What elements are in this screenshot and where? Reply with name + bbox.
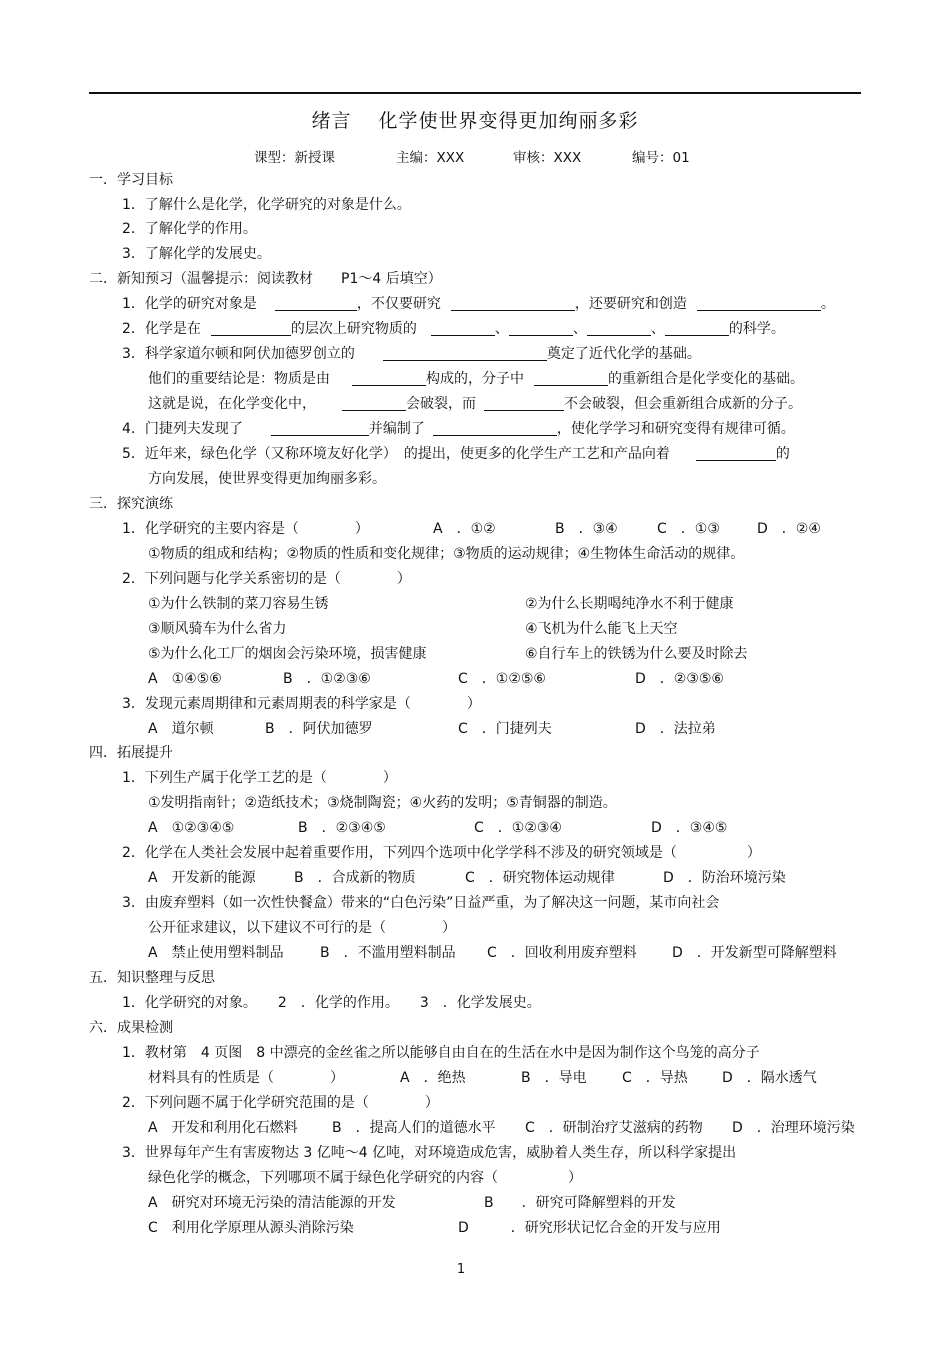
fill-question: 1．化学的研究对象是 ，不仅要研究 ，还要研究和创造 。 xyxy=(122,296,835,312)
meta-type: 课型：新授课 xyxy=(254,150,335,166)
meta-reviewer: 审核：XXX xyxy=(513,150,582,166)
question-text: 3．世界每年产生有害废物达 3 亿吨～4 亿吨，对环境造成危害，威胁着人类生存，所以科学家提出 xyxy=(122,1145,737,1161)
section-heading: 二．新知预习（温馨提示：阅读教材 P1～4 后填空） xyxy=(89,271,442,287)
objective-item: 1．了解什么是化学，化学研究的对象是什么。 xyxy=(122,197,411,213)
option-c[interactable]: C ．研制治疗艾滋病的药物 xyxy=(525,1120,703,1136)
question-text: 2．下列问题与化学关系密切的是（ ） xyxy=(122,571,411,587)
statement-item: ⑥自行车上的铁锈为什么要及时除去 xyxy=(525,646,748,662)
question-continuation: 公开征求建议，以下建议不可行的是（ ） xyxy=(148,920,456,936)
answer-blank[interactable] xyxy=(509,321,573,336)
statement-item: ④飞机为什么能飞上天空 xyxy=(525,621,678,637)
section-heading: 五．知识整理与反思 xyxy=(89,970,215,986)
option-b[interactable]: B ．不滥用塑料制品 xyxy=(320,945,456,961)
answer-blank[interactable] xyxy=(275,296,357,311)
question-continuation: 绿色化学的概念，下列哪项不属于绿色化学研究的内容（ ） xyxy=(148,1170,582,1186)
option-a[interactable]: A 开发新的能源 xyxy=(148,870,256,886)
option-a[interactable]: A 开发和利用化石燃料 xyxy=(148,1120,298,1136)
answer-blank[interactable] xyxy=(484,396,564,411)
option-d[interactable]: D ．研究形状记忆合金的开发与应用 xyxy=(458,1220,721,1236)
answer-blank[interactable] xyxy=(665,321,729,336)
meta-editor: 主编：XXX xyxy=(396,150,465,166)
answer-blank[interactable] xyxy=(271,421,369,436)
option-c[interactable]: C ．①②③④ xyxy=(474,820,562,836)
option-c[interactable]: C ．门捷列夫 xyxy=(458,721,552,737)
question-continuation: 材料具有的性质是（ ） xyxy=(148,1070,344,1086)
option-a[interactable]: A 禁止使用塑料制品 xyxy=(148,945,284,961)
objective-item: 3．了解化学的发展史。 xyxy=(122,246,271,262)
summary-line: 1．化学研究的对象。 2 ．化学的作用。 3 ．化学发展史。 xyxy=(122,995,541,1011)
question-text: 1．下列生产属于化学工艺的是（ ） xyxy=(122,770,397,786)
section-heading: 四．拓展提升 xyxy=(89,745,173,761)
option-d[interactable]: D ．②③⑤⑥ xyxy=(635,671,724,687)
fill-question: 他们的重要结论是：物质是由 构成的，分子中 的重新组合是化学变化的基础。 xyxy=(148,371,804,387)
answer-blank[interactable] xyxy=(383,346,547,361)
question-note: ①发明指南针；②造纸技术；③烧制陶瓷；④火药的发明；⑤青铜器的制造。 xyxy=(148,795,617,811)
option-a[interactable]: A ①②③④⑤ xyxy=(148,820,235,836)
question-text: 2．化学在人类社会发展中起着重要作用，下列四个选项中化学学科不涉及的研究领域是（ ） xyxy=(122,845,761,861)
section-heading: 一．学习目标 xyxy=(89,172,173,188)
option-c[interactable]: C 利用化学原理从源头消除污染 xyxy=(148,1220,354,1236)
option-c[interactable]: C ．回收利用废弃塑料 xyxy=(487,945,637,961)
fill-question: 3．科学家道尔顿和阿伏加德罗创立的 奠定了近代化学的基础。 xyxy=(122,346,701,362)
meta-number: 编号：01 xyxy=(632,150,690,166)
question-note: ①物质的组成和结构；②物质的性质和变化规律；③物质的运动规律；④生物体生命活动的规律。 xyxy=(148,546,745,562)
answer-blank[interactable] xyxy=(696,446,776,461)
page-title: 绪言 化学使世界变得更加绚丽多彩 xyxy=(311,110,639,132)
answer-blank[interactable] xyxy=(697,296,821,311)
option-d[interactable]: D ．开发新型可降解塑料 xyxy=(672,945,837,961)
answer-blank[interactable] xyxy=(342,396,406,411)
question-text: 2．下列问题不属于化学研究范围的是（ ） xyxy=(122,1095,439,1111)
option-b[interactable]: B ．③④ xyxy=(555,521,618,537)
section-heading: 三．探究演练 xyxy=(89,496,173,512)
option-a[interactable]: A ．绝热 xyxy=(400,1070,466,1086)
option-a[interactable]: A ．①② xyxy=(433,521,496,537)
option-b[interactable]: B ．合成新的物质 xyxy=(294,870,416,886)
option-a[interactable]: A 道尔顿 xyxy=(148,721,214,737)
option-b[interactable]: B ．研究可降解塑料的开发 xyxy=(484,1195,676,1211)
option-a[interactable]: A ①④⑤⑥ xyxy=(148,671,222,687)
option-d[interactable]: D ．②④ xyxy=(757,521,821,537)
statement-item: ②为什么长期喝纯净水不利于健康 xyxy=(525,596,734,612)
answer-blank[interactable] xyxy=(352,371,426,386)
option-b[interactable]: B ．阿伏加德罗 xyxy=(265,721,373,737)
section-heading: 六．成果检测 xyxy=(89,1020,173,1036)
option-c[interactable]: C ．导热 xyxy=(622,1070,688,1086)
option-b[interactable]: B ．导电 xyxy=(521,1070,587,1086)
option-d[interactable]: D ．治理环境污染 xyxy=(732,1120,855,1136)
statement-item: ⑤为什么化工厂的烟囱会污染环境，损害健康 xyxy=(148,646,427,662)
top-rule xyxy=(89,92,861,94)
question-text: 3．发现元素周期律和元素周期表的科学家是（ ） xyxy=(122,696,481,712)
option-d[interactable]: D ．防治环境污染 xyxy=(663,870,786,886)
answer-blank[interactable] xyxy=(433,421,557,436)
page-number: 1 xyxy=(456,1262,466,1277)
option-b[interactable]: B ．①②③⑥ xyxy=(283,671,371,687)
statement-item: ①为什么铁制的菜刀容易生锈 xyxy=(148,596,329,612)
option-b[interactable]: B ．提高人们的道德水平 xyxy=(332,1120,496,1136)
objective-item: 2．了解化学的作用。 xyxy=(122,221,257,237)
fill-question: 4．门捷列夫发现了 并编制了 ，使化学学习和研究变得有规律可循。 xyxy=(122,421,795,437)
question-continuation: 方向发展，使世界变得更加绚丽多彩。 xyxy=(148,471,386,487)
option-d[interactable]: D ．法拉弟 xyxy=(635,721,716,737)
option-a[interactable]: A 研究对环境无污染的清洁能源的开发 xyxy=(148,1195,396,1211)
fill-question: 2．化学是在 的层次上研究物质的 、 、 、 的科学。 xyxy=(122,321,785,337)
answer-blank[interactable] xyxy=(211,321,291,336)
option-c[interactable]: C ．①③ xyxy=(657,521,720,537)
question-text: 1．教材第 4 页图 8 中漂亮的金丝雀之所以能够自由自在的生活在水中是因为制作这个鸟笼的高分子 xyxy=(122,1045,760,1061)
question-text: 3．由废弃塑料（如一次性快餐盒）带来的“白色污染”日益严重，为了解决这一问题，某市向社会 xyxy=(122,895,720,911)
option-d[interactable]: D ．隔水透气 xyxy=(722,1070,817,1086)
fill-question: 这就是说，在化学变化中， 会破裂，而 不会破裂，但会重新组合成新的分子。 xyxy=(148,396,802,412)
statement-item: ③顺风骑车为什么省力 xyxy=(148,621,287,637)
answer-blank[interactable] xyxy=(431,321,495,336)
option-c[interactable]: C ．研究物体运动规律 xyxy=(465,870,615,886)
answer-blank[interactable] xyxy=(534,371,608,386)
option-d[interactable]: D ．③④⑤ xyxy=(651,820,728,836)
fill-question: 5．近年来，绿色化学（又称环境友好化学） 的提出，使更多的化学生产工艺和产品向着 的 xyxy=(122,446,790,462)
option-c[interactable]: C ．①②⑤⑥ xyxy=(458,671,546,687)
option-b[interactable]: B ．②③④⑤ xyxy=(298,820,386,836)
question-text: 1．化学研究的主要内容是（ ） xyxy=(122,521,369,537)
answer-blank[interactable] xyxy=(587,321,651,336)
answer-blank[interactable] xyxy=(451,296,575,311)
